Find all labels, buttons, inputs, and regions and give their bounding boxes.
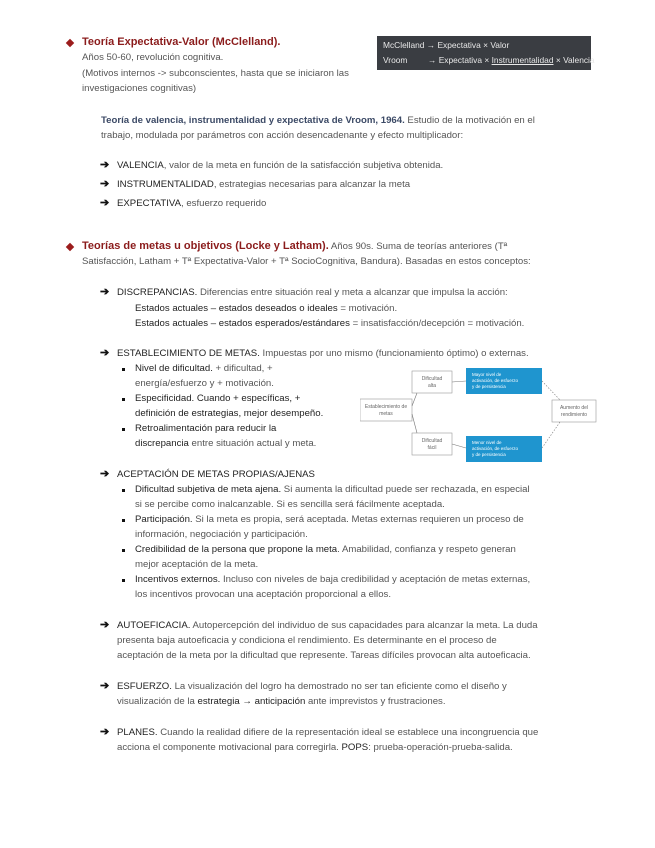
arrow-bullet-icon: ➔	[100, 619, 110, 631]
diagram-node-bottom	[412, 433, 452, 455]
bullet-line: Especificidad. Cuando + específicas, +	[135, 393, 301, 404]
item-heading: ESFUERZO.	[117, 681, 172, 692]
emphasis-text: anticipación	[254, 696, 306, 707]
formula-term: Instrumentalidad	[491, 55, 554, 65]
diagram-label-top: Dificultad alta	[421, 376, 443, 389]
vroom-item	[117, 179, 410, 191]
item-text: . Amabilidad, confianza y respeto generan	[337, 544, 516, 555]
formula-box	[377, 36, 595, 70]
bullet-line: definición de estrategias, mejor desempeño.	[135, 408, 324, 419]
times-icon: ×	[483, 40, 488, 50]
item-text: Impuestas por uno mismo (funcionamiento óptimo) o externas.	[262, 348, 529, 359]
vroom-item-key: VALENCIA	[117, 160, 164, 171]
arrow-bullet-icon: ➔	[100, 468, 110, 480]
planes-line	[117, 727, 538, 739]
paragraph-line	[117, 742, 513, 754]
emphasis-text: Estados actuales – estados deseados o ideales	[135, 303, 338, 314]
bullet-line: si se percibe como inalcanzable. Si es sencilla será fácilmente aceptada.	[135, 499, 445, 510]
section-title: Teorías de metas u objetivos (Locke y Latham).	[82, 240, 329, 252]
discrepancias-line	[117, 287, 508, 299]
item-text: Si aumenta la dificultad puede ser rechazada, en especial	[281, 484, 530, 495]
arrow-bullet-icon: ➔	[100, 726, 110, 738]
vroom-item-key: INSTRUMENTALIDAD	[117, 179, 214, 190]
item-text: ante imprevistos y frustraciones.	[305, 696, 446, 707]
vroom-title: Teoría de valencia, instrumentalidad y expectativa de Vroom, 1964.	[101, 115, 405, 126]
diagram-node-right	[552, 400, 596, 422]
bullet-line: mejor aceptación de la meta.	[135, 559, 259, 570]
item-text: : prueba-operación-prueba-salida.	[368, 742, 513, 753]
formula-vroom	[383, 55, 595, 65]
emphasis-text: Incentivos externos.	[135, 574, 221, 585]
item-heading: ESTABLECIMIENTO DE METAS.	[117, 348, 260, 359]
square-bullet-icon	[122, 489, 125, 492]
diagram-connector	[452, 381, 466, 382]
diagram-node-left	[360, 399, 412, 421]
formula-term: Expectativa	[437, 40, 481, 50]
diamond-bullet-icon	[66, 243, 74, 251]
bullet-line: Retroalimentación para reducir la	[135, 423, 277, 434]
paragraph-line: Años 50-60, revolución cognitiva.	[82, 52, 224, 63]
vroom-item-text: , esfuerzo requerido	[180, 198, 267, 209]
arrow-bullet-icon: ➔	[100, 197, 110, 209]
square-bullet-icon	[122, 519, 125, 522]
formula-term: Vroom	[383, 55, 408, 65]
item-text: acciona el componente motivacional para corregirla.	[117, 742, 342, 753]
diagram-node-top	[412, 371, 452, 393]
times-icon: ×	[484, 55, 490, 65]
goal-setting-diagram	[360, 366, 600, 466]
vroom-item-text: , estrategias necesarias para alcanzar la meta	[213, 179, 411, 190]
arrow-bullet-icon: ➔	[100, 178, 110, 190]
paragraph-line: aceptación de la meta por la dificultad que represente. Tareas difíciles provocan alta autoeficacia.	[117, 650, 531, 661]
establecimiento-line	[117, 348, 529, 360]
diagram-connector	[412, 393, 417, 406]
square-bullet-icon	[122, 428, 125, 431]
item-text: Si la meta es propia, será aceptada. Metas externas requieren un proceso de	[192, 514, 524, 525]
paragraph-line	[117, 696, 446, 708]
paragraph-text: Años 90s. Suma de teorías anteriores (Tª	[330, 241, 508, 252]
bullet-line	[135, 363, 273, 375]
vroom-item	[117, 160, 443, 172]
emphasis-text: POPS	[341, 742, 369, 753]
bullet-line	[135, 544, 516, 556]
diagram-label-bottom-blue: Menor nivel de activación, de esfuerzo y de persistencia	[472, 440, 519, 457]
paragraph-line: trabajo, modulada por parámetros con acción desencadenante y efecto multiplicador:	[101, 130, 464, 141]
discrepancias-sub-line	[135, 318, 524, 330]
vroom-item-text: , valor de la meta en función de la satisfacción subjetiva obtenida.	[163, 160, 444, 171]
emphasis-text: Nivel de dificultad.	[135, 363, 213, 374]
diagram-label-top-blue: Mayor nivel de activación, de esfuerzo y de persistencia	[472, 372, 519, 389]
section-title: Teoría Expectativa-Valor (McClelland).	[82, 36, 281, 48]
diagram-connector	[542, 381, 560, 400]
square-bullet-icon	[122, 368, 125, 371]
item-text: Autopercepción del individuo de sus capacidades para alcanzar la meta. La duda	[192, 620, 538, 631]
formula-term: Valencia	[563, 55, 595, 65]
item-heading: PLANES.	[117, 727, 158, 738]
square-bullet-icon	[122, 398, 125, 401]
square-bullet-icon	[122, 579, 125, 582]
paragraph-line: (Motivos internos -> subconscientes, hasta que se iniciaron las	[82, 68, 349, 79]
diagram-connector	[542, 422, 560, 448]
item-text: + dificultad, +	[212, 363, 273, 374]
vroom-paragraph-line	[101, 115, 535, 127]
arrow-bullet-icon: ➔	[100, 347, 110, 359]
autoeficacia-line	[117, 620, 538, 632]
square-bullet-icon	[122, 549, 125, 552]
bullet-line: los incentivos provocan una aceptación proporcional a ellos.	[135, 589, 391, 600]
item-text: = motivación.	[337, 303, 398, 314]
diagram-connector	[452, 444, 466, 448]
arrow-bullet-icon: ➔	[100, 286, 110, 298]
item-text: visualización de la	[117, 696, 198, 707]
diagram-label-left: Establecimiento de metas	[364, 404, 408, 417]
times-icon: ×	[555, 55, 561, 65]
emphasis-text: Credibilidad de la persona	[135, 544, 247, 555]
bullet-line	[135, 574, 530, 586]
emphasis-text: estrategia	[197, 696, 240, 707]
item-heading: AUTOEFICACIA.	[117, 620, 191, 631]
emphasis-text: discrepancia	[135, 438, 189, 449]
bullet-line	[135, 514, 524, 526]
aceptacion-heading: ACEPTACIÓN DE METAS PROPIAS/AJENAS	[117, 469, 315, 480]
arrow-bullet-icon: ➔	[100, 680, 110, 692]
emphasis-text: que propone la meta	[246, 544, 338, 555]
paragraph-line: investigaciones cognitivas)	[82, 83, 197, 94]
emphasis-text: Participación.	[135, 514, 193, 525]
bullet-line: información, negociación y participación.	[135, 529, 308, 540]
item-text: Diferencias entre situación real y meta a alcanzar que impulsa la acción:	[200, 287, 508, 298]
paragraph-line: Satisfacción, Latham + Tª Expectativa-Valor + Tª SocioCognitiva, Bandura). Basadas en estos conceptos:	[82, 256, 531, 267]
formula-term: McClelland	[383, 40, 425, 50]
bullet-line	[135, 484, 530, 496]
item-heading: DISCREPANCIAS.	[117, 287, 198, 298]
diamond-bullet-icon	[66, 39, 74, 47]
item-text: Incluso con niveles de baja credibilidad y aceptación de metas externas,	[220, 574, 531, 585]
formula-term: Expectativa	[438, 55, 483, 65]
bullet-line	[135, 438, 316, 450]
discrepancias-sub-line	[135, 303, 397, 315]
arrow-bullet-icon: ➔	[100, 159, 110, 171]
emphasis-text: Estados actuales – estados esperados/estándares	[135, 318, 350, 329]
formula-mcclelland	[383, 40, 509, 50]
item-text: = insatisfacción/decepción = motivación.	[349, 318, 525, 329]
emphasis-text: Dificultad subjetiva de meta ajena.	[135, 484, 282, 495]
item-text: La visualización del logro ha demostrado no ser tan eficiente como el diseño y	[174, 681, 507, 692]
paragraph-line: presenta baja autoeficacia y condiciona el rendimiento. Es determinante en el proceso de	[117, 635, 497, 646]
diagram-connector	[412, 414, 417, 433]
item-text: entre situación actual y meta.	[188, 438, 317, 449]
item-text: Cuando la realidad difiere de la representación ideal se establece una incongruencia que	[160, 727, 539, 738]
diagram-label-bottom: Dificultad fácil	[421, 438, 443, 451]
bullet-line: energía/esfuerzo y + motivación.	[135, 378, 274, 389]
locke-paragraph-line	[82, 240, 507, 253]
formula-term: Valor	[490, 40, 510, 50]
esfuerzo-line	[117, 681, 507, 693]
paragraph-text: Estudio de la motivación en el	[407, 115, 535, 126]
arrow-icon: →	[426, 40, 436, 50]
diagram-label-right: Aumento del rendimiento	[559, 405, 589, 418]
vroom-item	[117, 198, 266, 210]
vroom-item-key: EXPECTATIVA	[117, 198, 181, 209]
arrow-icon: →	[239, 696, 255, 707]
arrow-icon: →	[428, 55, 437, 65]
